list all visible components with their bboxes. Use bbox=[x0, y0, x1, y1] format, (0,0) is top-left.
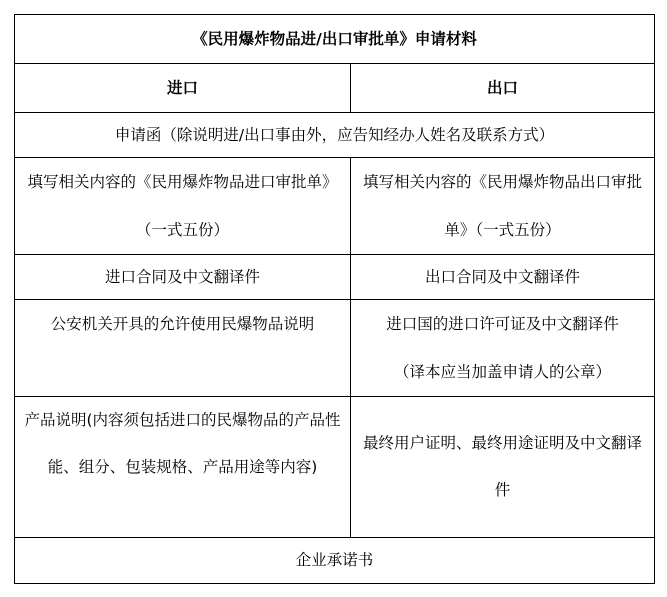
export-contract-cell: 出口合同及中文翻译件 bbox=[351, 255, 655, 300]
table-row bbox=[15, 397, 655, 538]
table-title-row bbox=[15, 15, 655, 64]
header-export: 出口 bbox=[351, 64, 655, 113]
table-header-row bbox=[15, 64, 655, 113]
import-approval-form-cell: 填写相关内容的《民用爆炸物品进口审批单》（一式五份） bbox=[15, 158, 351, 255]
enterprise-commitment-cell: 企业承诺书 bbox=[15, 538, 655, 584]
table-row bbox=[15, 255, 655, 300]
table-row bbox=[15, 300, 655, 397]
header-import: 进口 bbox=[15, 64, 351, 113]
import-license-cell bbox=[351, 300, 655, 397]
import-license-note: （译本应当加盖申请人的公章） bbox=[394, 363, 612, 381]
import-license-text: 进口国的进口许可证及中文翻译件 bbox=[386, 315, 619, 333]
police-statement-cell: 公安机关开具的允许使用民爆物品说明 bbox=[15, 300, 351, 397]
import-contract-cell: 进口合同及中文翻译件 bbox=[15, 255, 351, 300]
end-user-certificate-cell: 最终用户证明、最终用途证明及中文翻译件 bbox=[351, 397, 655, 538]
application-materials-table bbox=[14, 14, 655, 584]
table-row bbox=[15, 538, 655, 584]
application-letter-cell: 申请函（除说明进/出口事由外，应告知经办人姓名及联系方式） bbox=[15, 113, 655, 158]
product-description-cell: 产品说明(内容须包括进口的民爆物品的产品性能、组分、包装规格、产品用途等内容) bbox=[15, 397, 351, 538]
table-title: 《民用爆炸物品进/出口审批单》申请材料 bbox=[15, 15, 655, 64]
export-approval-form-cell: 填写相关内容的《民用爆炸物品出口审批单》（一式五份） bbox=[351, 158, 655, 255]
table-row bbox=[15, 113, 655, 158]
table-row bbox=[15, 158, 655, 255]
